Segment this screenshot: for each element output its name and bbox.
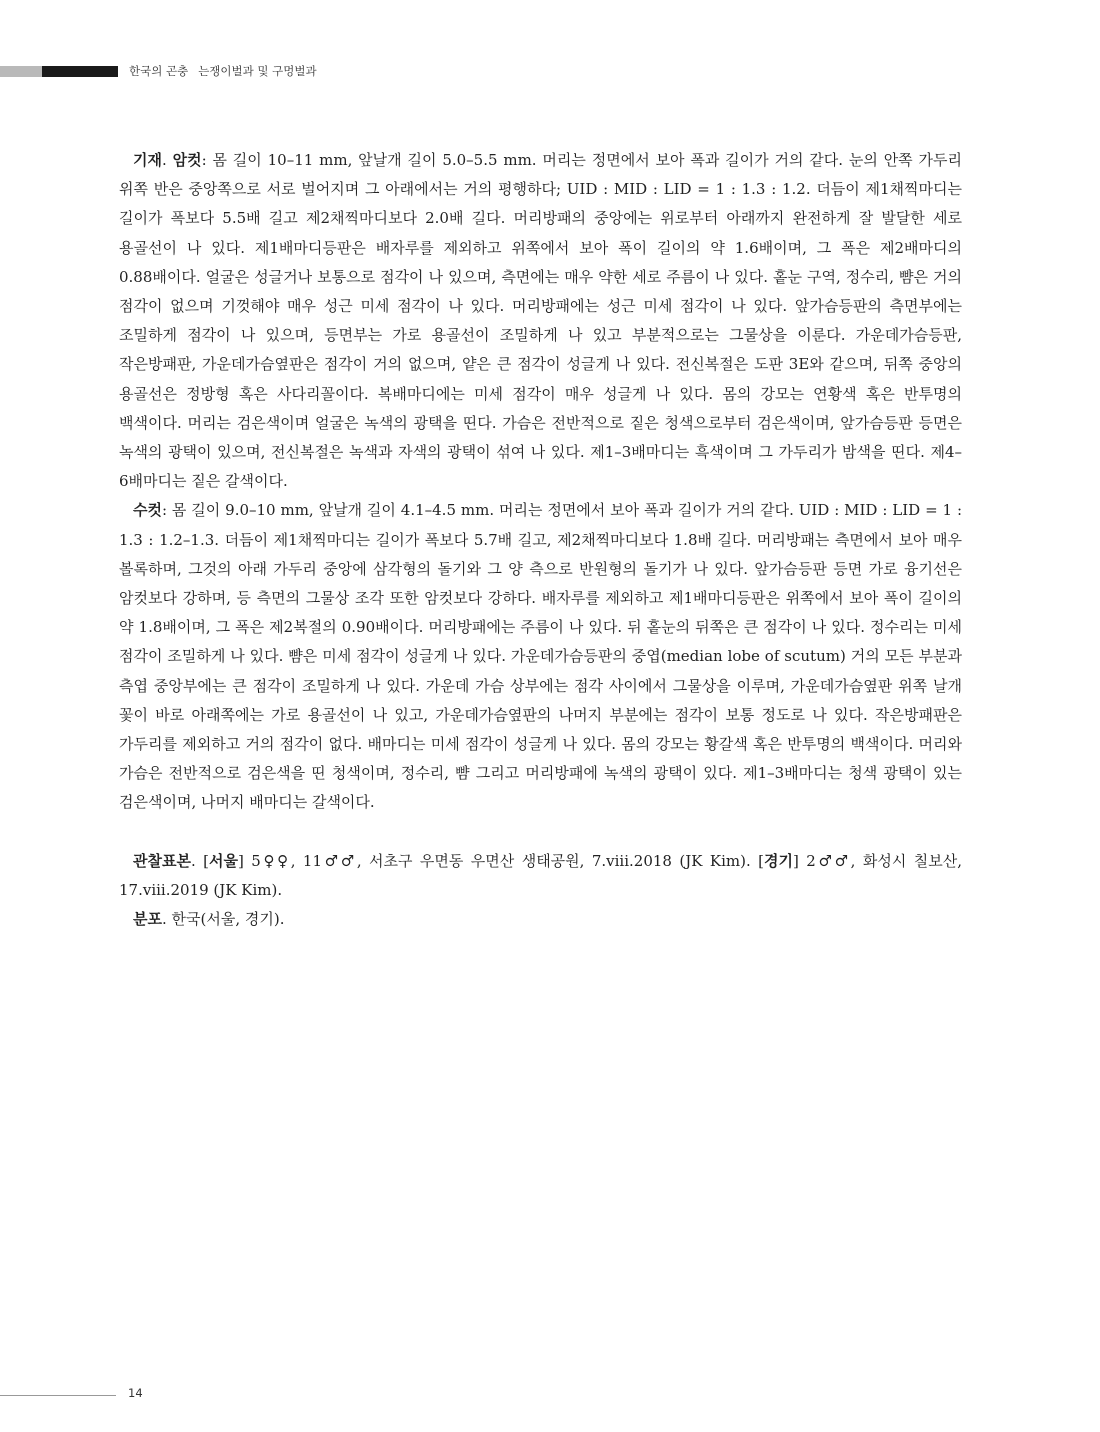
male-text: : 몸 길이 9.0–10 mm, 앞날개 길이 4.1–4.5 mm. 머리는 정면에서 보아 폭과 길이가 거의 같다. UID : MID : LID = 1 : 1.3 : 1.2–1.3. 더듬이 제1채찍마디는 길이가 폭보다 5.7배 길고, 제2채찍마디보다 1.8배 길다. 머리방패는 측면에서 보아 매우 볼록하며, 그것의 아래 가두리 중앙에 삼각형의 돌기와 그 양 측으로 반원형의 돌기가 나 있다. 앞가슴등판 등면 가로 융기선은 암컷보다 강하며, 등 측면의 그물상 조각 또한 암컷보다 강하다. 배자루를 제외하고 제1배마디등판은 위쪽에서 보아 폭이 길이의 약 1.8배이며, 그 폭은 제2복절의 0.90배이다. 머리방패에는 주름이 나 있다. 뒤 홑눈의 뒤쪽은 큰 점각이 나 있다. 정수리는 미세 점각이 조밀하게 나 있다. 뺨은 미세 점각이 성글게 나 있다. 가운데가슴등판의 중엽(median lobe of scutum) 거의 모든 부분과 측엽 중앙부에는 큰 점각이 조밀하게 나 있다. 가운데 가슴 상부에는 점각 사이에서 그물상을 이루며, 가운데가슴옆판 위쪽 날개 꽃이 바로 아래쪽에는 가로 용골선이 나 있고, 가운데가슴옆판의 나머지 부분에는 점각이 보통 정도로 나 있다. 작은방패판은 가두리를 제외하고 거의 점각이 없다. 배마디는 미세 점각이 성글게 나 있다. 몸의 강모는 황갈색 혹은 반투명의 백색이다. 머리와 가슴은 전반적으로 검은색을 띤 청색이며, 정수리, 뺨 그리고 머리방패에 녹색의 광택이 있다. 제1–3배마디는 청색 광택이 있는 검은색이며, 나머지 배마디는 갈색이다. bbox=[119, 501, 962, 812]
description-label: 기재 bbox=[133, 151, 162, 169]
header-section-title: 는쟁이벌과 및 구멍벌과 bbox=[198, 64, 317, 78]
footer-rule bbox=[0, 1395, 116, 1396]
running-header bbox=[129, 63, 317, 79]
distribution-paragraph bbox=[119, 905, 962, 934]
female-text: : 몸 길이 10–11 mm, 앞날개 길이 5.0–5.5 mm. 머리는 정면에서 보아 폭과 길이가 거의 같다. 눈의 안쪽 가두리 위쪽 반은 중앙쪽으로 서로 벌어지며 그 아래에서는 거의 평행하다; UID : MID : LID = 1 : 1.3 : 1.2. 더듬이 제1채찍마디는 길이가 폭보다 5.5배 길고 제2채찍마디보다 2.0배 길다. 머리방패의 중앙에는 위로부터 아래까지 완전하게 잘 발달한 세로 용골선이 나 있다. 제1배마디등판은 배자루를 제외하고 위쪽에서 보아 폭이 길이의 약 1.6배이며, 그 폭은 제2배마디의 0.88배이다. 얼굴은 성글거나 보통으로 점각이 나 있으며, 측면에는 매우 약한 세로 주름이 나 있다. 홑눈 구역, 정수리, 뺨은 거의 점각이 없으며 기껏해야 매우 성근 미세 점각이 나 있다. 머리방패에는 성근 미세 점각이 나 있다. 앞가슴등판의 측면부에는 조밀하게 점각이 나 있으며, 등면부는 가로 용골선이 조밀하게 나 있고 부분적으로는 그물상을 이룬다. 가운데가슴등판, 작은방패판, 가운데가슴옆판은 점각이 거의 없으며, 얕은 큰 점각이 성글게 나 있다. 전신복절은 도판 3E와 같으며, 뒤쪽 중앙의 용골선은 정방형 혹은 사다리꼴이다. 복배마디에는 미세 점각이 매우 성글게 나 있다. 몸의 강모는 연황색 혹은 반투명의 백색이다. 머리는 검은색이며 얼굴은 녹색의 광택을 띤다. 가슴은 전반적으로 짙은 청색으로부터 검은색이며, 앞가슴등판 등면은 녹색의 광택이 있으며, 전신복절은 녹색과 자색의 광택이 섞여 나 있다. 제1–3배마디는 흑색이며 그 가두리가 밤색을 띤다. 제4–6배마디는 짙은 갈색이다. bbox=[119, 151, 962, 491]
body-text bbox=[119, 146, 962, 934]
distribution-label: 분포 bbox=[133, 910, 162, 929]
header-bar-black bbox=[42, 66, 118, 77]
male-description bbox=[119, 496, 962, 817]
specimens-paragraph: 관찰표본. [서울] 5♀♀, 11♂♂, 서초구 우면동 우면산 생태공원, 7.viii.2018 (JK Kim). [경기] 2♂♂, 화성시 칠보산, 17.viii.2019 (JK Kim). bbox=[119, 851, 962, 899]
specimens-label: 관찰표본 bbox=[133, 851, 191, 870]
distribution-text: . 한국(서울, 경기). bbox=[161, 910, 285, 929]
female-label: 암컷 bbox=[172, 151, 202, 169]
description-separator: . bbox=[161, 151, 173, 169]
locality-gyeonggi: 경기 bbox=[764, 851, 793, 870]
header-bar-gray bbox=[0, 66, 42, 77]
male-label: 수컷 bbox=[133, 501, 162, 520]
page-number: 14 bbox=[128, 1386, 143, 1400]
locality-seoul: 서울 bbox=[209, 851, 238, 870]
header-book-title: 한국의 곤충 bbox=[129, 64, 189, 78]
female-description bbox=[119, 146, 962, 496]
